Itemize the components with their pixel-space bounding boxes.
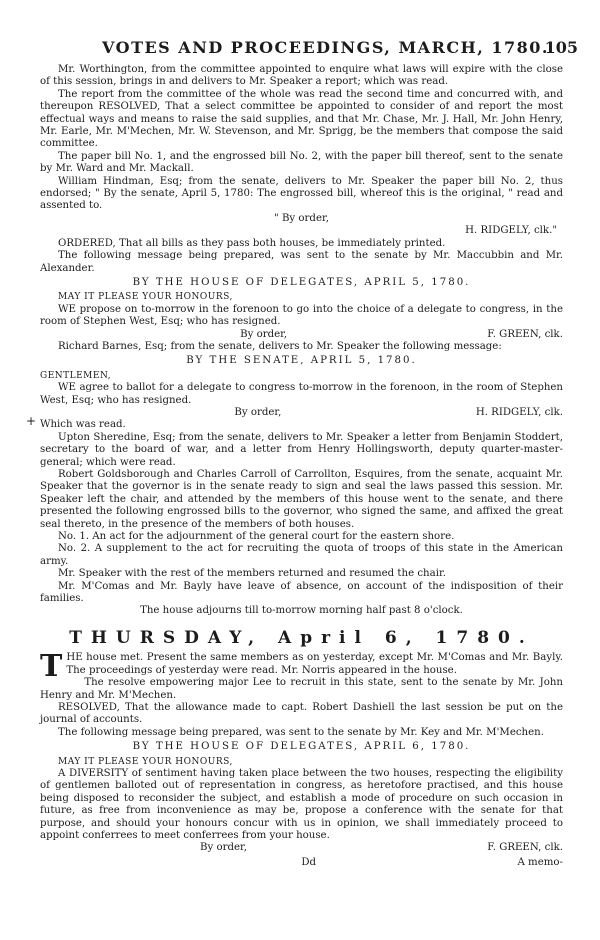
clerk-signature: F. GREEN, clk. <box>487 328 563 340</box>
paragraph: RESOLVED, That the allowance made to capt. Robert Dashiell the last session be put on the journal of accounts. <box>40 701 563 726</box>
paragraph: William Hindman, Esq; from the senate, delivers to Mr. Speaker the paper bill No. 2, thus endorsed; " By the senate, April 5, 1780: The engrossed bill, whereof this is the original, " read and assented to. <box>40 175 563 212</box>
paragraph: The following message being prepared, was sent to the senate by Mr. Key and Mr. M'Mechen. <box>58 726 544 738</box>
paragraph: Which was read. <box>40 419 126 431</box>
paragraph <box>40 649 563 685</box>
signature-line <box>40 407 563 419</box>
salutation: MAY IT PLEASE YOUR HONOURS, <box>58 292 233 303</box>
by-order-line: By order, <box>234 406 282 418</box>
clerk-signature: H. RIDGELY, clk." <box>465 225 557 237</box>
signature-line <box>40 842 563 854</box>
signature-mark: Dd <box>301 856 317 868</box>
page-body <box>26 64 563 869</box>
paragraph: Mr. M'Comas and Mr. Bayly have leave of absence, on account of the indisposition of their families. <box>40 580 563 605</box>
by-order-line: By order, <box>200 842 248 854</box>
paragraph: Richard Barnes, Esq; from the senate, delivers to Mr. Speaker the following message: <box>58 340 502 352</box>
salutation: GENTLEMEN, <box>40 370 112 381</box>
salutation: MAY IT PLEASE YOUR HONOURS, <box>58 756 233 767</box>
page-number: 105 <box>544 38 578 57</box>
message-text: A DIVERSITY of sentiment having taken place between the two houses, respecting the eligibility of gentlemen balloted out of representation in congress, as heretofore practised, and this house being disposed to reconsider the subject, and establish a mode of procedure on such occasion in future, as free from inconvenience as may be, propose a conference with the senate for that purpose, and should your honours concur with us in opinion, we shall immediately proceed to appoint conferrees to meet conferrees from your house. <box>40 767 563 841</box>
adjournment-line: The house adjourns till to-morrow morning half past 8 o'clock. <box>140 605 463 617</box>
clerk-signature: F. GREEN, clk. <box>487 842 563 854</box>
paragraph: The report from the committee of the whole was read the second time and concurred with, and thereupon RESOLVED, That a select committee be appointed to consider of and report the most effectual ways and means to raise the said supplies, and that Mr. Chase, Mr. J. Hall, Mr. John Henry, Mr. Earle, Mr. M'Mechen, Mr. W. Stevenson, and Mr. Sprigg, be the members that compose the said committee. <box>40 88 563 150</box>
by-order-line: By order, <box>240 328 288 340</box>
paragraph-text: HE house met. Present the same members as on yesterday, except Mr. M'Comas and Mr. Bayly. The proceedings of yesterday were read. Mr. Norris appeared in the house. <box>66 652 563 676</box>
section-heading: BY THE HOUSE OF DELEGATES, APRIL 5, 1780. <box>132 276 471 288</box>
paragraph: The following message being prepared, was sent to the senate by Mr. Maccubbin and Mr. Alexander. <box>40 250 563 274</box>
paragraph: Robert Goldsborough and Charles Carroll of Carrollton, Esquires, from the senate, acquaint Mr. Speaker that the governor is in the senate ready to sign and seal the laws passed this session. Mr. Speaker left the chair, and attended by the members of this house went to the senate, and there presented the following engrossed bills to the governor, who signed the same, and affixed the great seal thereto, in the presence of the members of both houses. <box>40 469 563 530</box>
by-order-line: " By order, <box>274 212 329 224</box>
paragraph: No. 1. An act for the adjournment of the general court for the eastern shore. <box>58 531 455 543</box>
clerk-signature: H. RIDGELY, clk. <box>475 406 563 418</box>
message-text: WE agree to ballot for a delegate to congress to-morrow in the forenoon, in the room of Stephen West, Esq; who has resigned. <box>40 382 563 406</box>
running-header <box>30 38 578 62</box>
section-heading: BY THE SENATE, APRIL 5, 1780. <box>186 355 417 367</box>
signature-line <box>40 329 563 341</box>
catchword: A memo- <box>517 856 563 868</box>
section-heading: BY THE HOUSE OF DELEGATES, APRIL 6, 1780. <box>132 741 471 753</box>
drop-cap: T <box>40 649 63 685</box>
paragraph-wrapper <box>26 414 563 431</box>
margin-mark: + <box>26 414 37 429</box>
message-text: WE propose on to-morrow in the forenoon to go into the choice of a delegate to congress, in the room of Stephen West, Esq; who has resigned. <box>40 303 563 328</box>
paragraph: The paper bill No. 1, and the engrossed bill No. 2, with the paper bill thereof, sent to the senate by Mr. Ward and Mr. Mackall. <box>40 150 563 175</box>
paragraph: The resolve empowering major Lee to recruit in this state, sent to the senate by Mr. John Henry and Mr. M'Mechen. <box>40 677 563 701</box>
paragraph: Mr. Speaker with the rest of the members returned and resumed the chair. <box>58 568 446 580</box>
page-title: VOTES AND PROCEEDINGS, MARCH, 1780. <box>102 38 549 57</box>
paragraph: No. 2. A supplement to the act for recruiting the quota of troops of this state in the American army. <box>40 543 563 567</box>
paragraph: ORDERED, That all bills as they pass both houses, be immediately printed. <box>58 237 446 249</box>
page-footer <box>40 857 563 869</box>
paragraph: Upton Sheredine, Esq; from the senate, delivers to Mr. Speaker a letter from Benjamin Stoddert, secretary to the board of war, and a letter from Henry Hollingsworth, deputy quarter-master-general; which were read. <box>40 431 563 468</box>
paragraph: Mr. Worthington, from the committee appointed to enquire what laws will expire with the close of this session, brings in and delivers to Mr. Speaker a report; which was read. <box>40 64 563 88</box>
day-heading: THURSDAY, April 6, 1780. <box>69 627 534 648</box>
